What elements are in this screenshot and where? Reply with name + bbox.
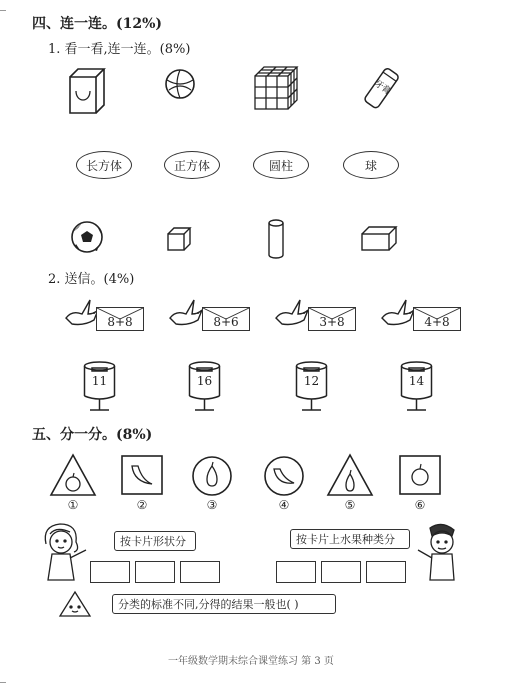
card-number: ④: [278, 498, 290, 512]
mailbox-icon: [399, 360, 434, 416]
rubiks-cube-icon: [252, 64, 300, 112]
envelope-2[interactable]: [202, 307, 250, 331]
question-2-title: 2. 送信。(4%): [48, 272, 135, 287]
answer-box[interactable]: [366, 561, 406, 583]
dove-icon: [274, 296, 310, 330]
margin-mark: [0, 682, 6, 683]
envelope-equation: 3+8: [319, 315, 345, 329]
margin-mark: [0, 10, 6, 11]
mailbox-icon: [187, 360, 222, 416]
envelope-equation: 8+8: [107, 315, 133, 329]
sphere-shape-icon: [70, 220, 104, 254]
dove-icon: [168, 296, 204, 330]
shape-name-cylinder[interactable]: 圆柱: [253, 151, 309, 179]
mailbox-number: 16: [196, 374, 213, 388]
cuboid-shape-icon: [360, 225, 398, 253]
card-circle-banana[interactable]: [262, 455, 306, 497]
mailbox-icon: [294, 360, 329, 416]
cylinder-shape-icon: [266, 218, 286, 260]
card-number: ⑤: [344, 498, 356, 512]
mailbox-2[interactable]: [187, 360, 222, 416]
mailbox-4[interactable]: [399, 360, 434, 416]
girl-avatar-icon: [38, 520, 94, 588]
speech-bubble-left: 按卡片形状分: [114, 531, 196, 551]
card-number: ①: [67, 498, 79, 512]
dove-icon: [64, 296, 100, 330]
answer-box[interactable]: [135, 561, 175, 583]
card-square-apple[interactable]: [398, 454, 442, 496]
answer-box[interactable]: [321, 561, 361, 583]
cube-shape-icon: [166, 226, 192, 252]
mailbox-number: 11: [91, 374, 108, 388]
bag-icon: [66, 65, 106, 115]
shape-name-cuboid[interactable]: 长方体: [76, 151, 132, 179]
section-4-title: 四、连一连。(12%): [32, 16, 163, 32]
speech-bubble-right: 按卡片上水果种类分: [290, 529, 410, 549]
dove-icon: [380, 296, 416, 330]
envelope-equation: 4+8: [424, 315, 450, 329]
card-circle-pear[interactable]: [190, 455, 234, 497]
mailbox-icon: [82, 360, 117, 416]
section-5-title: 五、分一分。(8%): [32, 427, 153, 443]
question-1-title: 1. 看一看,连一连。(8%): [48, 42, 191, 57]
card-number: ③: [206, 498, 218, 512]
envelope-equation: 8+6: [213, 315, 239, 329]
card-number: ⑥: [414, 498, 426, 512]
answer-box[interactable]: [180, 561, 220, 583]
answer-box[interactable]: [276, 561, 316, 583]
envelope-1[interactable]: [96, 307, 144, 331]
toothpaste-label: 牙膏: [371, 78, 393, 97]
card-triangle-apple[interactable]: [48, 452, 98, 498]
shape-name-sphere[interactable]: 球: [343, 151, 399, 179]
shape-name-cube[interactable]: 正方体: [164, 151, 220, 179]
card-triangle-pear[interactable]: [325, 452, 375, 498]
speech-bubble-note: 分类的标准不同,分得的结果一般也( ): [112, 594, 336, 614]
triangle-character-icon: [58, 590, 92, 620]
mailbox-1[interactable]: [82, 360, 117, 416]
boy-avatar-icon: [412, 520, 468, 588]
basketball-icon: [164, 68, 196, 100]
envelope-4[interactable]: [413, 307, 461, 331]
mailbox-3[interactable]: [294, 360, 329, 416]
page-footer: 一年级数学期末综合课堂练习 第 3 页: [168, 656, 334, 667]
mailbox-number: 12: [303, 374, 320, 388]
card-number: ②: [136, 498, 148, 512]
mailbox-number: 14: [408, 374, 425, 388]
envelope-3[interactable]: [308, 307, 356, 331]
card-square-banana[interactable]: [120, 454, 164, 496]
answer-box[interactable]: [90, 561, 130, 583]
